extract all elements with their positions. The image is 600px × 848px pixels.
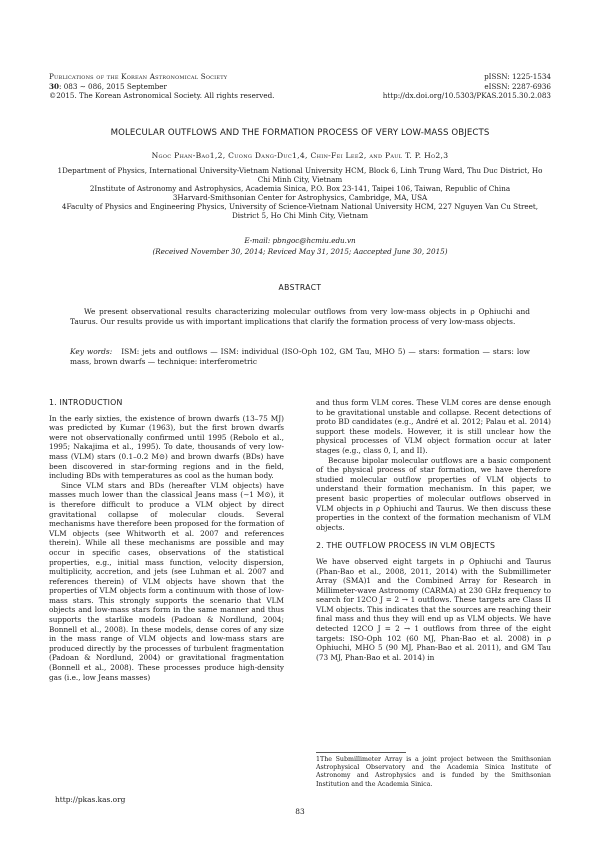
copyright: ©2015. The Korean Astronomical Society. All rights reserved. [49,91,275,101]
pissn: pISSN: 1225-1534 [484,72,551,81]
affiliation-3: 3Harvard-Smithsonian Center for Astrophysics, Cambridge, MA, USA [172,193,428,203]
intro-paragraph-1: In the early sixties, the existence of brown dwarfs (13–75 MJ) was predicted by Kumar (1963), but the first brown dwarfs were not observationally confirmed until 1995 (Rebolo et al., 1995; Nakajima et al., 1995). To date, thousands of very low-mass (VLM) stars (0.1–0.2 M⊙) and brown dwarfs (BDs) have been discovered in star-forming regions and in the field, including BDs with temperatures as cool as the human body. [49,413,284,481]
journal-name: Publications of the Korean Astronomical Society [49,72,228,81]
intro-paragraph-3: and thus form VLM cores. These VLM cores are dense enough to be gravitational unstable and collapse. Recent detections of proto BD candidates (e.g., André et al. 2012; Palau et al. 2014) support these models. However, it is still unclear how the physical processes of VLM object formation occur at later stages (e.g., class 0, I, and II). [316,398,551,455]
affiliation-1: 1Department of Physics, International University-Vietnam National University HCM, Block 6, Linh Trung Ward, Thu Duc District, Ho Chi Minh City, Vietnam [57,166,543,185]
affiliations [54,166,546,221]
section-2-heading: 2. THE OUTFLOW PROCESS IN VLM OBJECTS [316,541,496,551]
doi-link[interactable]: http://dx.doi.org/10.5303/PKAS.2015.30.2.083 [382,91,551,101]
page-number: 83 [295,807,305,816]
footnote-rule [316,752,406,753]
abstract-text: We present observational results characterizing molecular outflows from very low-mass objects in ρ Ophiuchi and Taurus. Our results provide us with important implications that clarify the formation process of very low-mass objects. [70,307,530,326]
footnote: 1The Submillimeter Array is a joint project between the Smithsonian Astrophysical Observatory and the Academia Sinica Institute of Astronomy and Astrophysics and is funded by the Smithsonian Institution and the Academia Sinica. [316,756,551,788]
keywords [70,347,530,367]
received-dates: (Received November 30, 2014; Reviced May 31, 2015; Aaccepted June 30, 2015) [152,247,448,256]
contact-email[interactable]: E-mail: pbngoc@hcmiu.edu.vn [244,236,356,245]
affiliation-4: 4Faculty of Physics and Engineering Physics, University of Science-Vietnam National University HCM, 227 Nguyen Van Cu Street, District 5, Ho Chi Minh City, Vietnam [61,202,539,221]
paper-title: MOLECULAR OUTFLOWS AND THE FORMATION PROCESS OF VERY LOW-MASS OBJECTS [110,128,490,138]
abstract-heading: ABSTRACT [278,283,322,292]
intro-paragraph-2: Since VLM stars and BDs (hereafter VLM objects) have masses much lower than the classical Jeans mass (∼1 M⊙), it is therefore difficult to produce a VLM object by direct gravitational collapse of molecular clouds. Several mechanisms have therefore been proposed for the formation of VLM objects (see Whitworth et al. 2007 and references therein). While all these mechanisms are possible and may occur in specific cases, observations of the statistical properties, e.g., initial mass function, velocity dispersion, multiplicity, accretion, and jets (see Luhman et al. 2007 and references therein) of VLM objects have shown that the properties of VLM objects form a continuum with those of low-mass stars. This strongly supports the scenario that VLM objects and low-mass stars form in the same manner and thus supports the starlike models (Padoan & Nordlund, 2004; Bonnell et al., 2008). In these models, dense cores of any size in the mass range of VLM objects and low-mass stars are produced directly by the processes of turbulent fragmentation (Padoan & Nordlund, 2004) or gravitational fragmentation (Bonnell et al., 2008). These processes produce high-density gas (i.e., low Jeans masses) [49,480,284,682]
author-list: Ngoc Phan-Bao1,2, Cuong Dang-Duc1,4, Chin-Fei Lee2, and Paul T. P. Ho2,3 [151,151,449,160]
section-1-heading: 1. INTRODUCTION [49,398,123,407]
page-range: : 083 ∼ 086, 2015 September [59,81,167,91]
journal-url[interactable]: http://pkas.kas.org [55,795,126,804]
intro-paragraph-4: Because bipolar molecular outflows are a basic component of the physical process of star formation, we have therefore studied molecular outflow properties of VLM objects to understand their formation mechanism. In this paper, we present basic properties of molecular outflows observed in VLM objects in ρ Ophiuchi and Taurus. We then discuss these properties in the context of the formation mechanism of VLM objects. [316,455,551,532]
keywords-text: ISM: jets and outflows — ISM: individual (ISO-Oph 102, GM Tau, MHO 5) — stars: formation — stars: low mass, brown dwarfs — technique: interferometric [70,347,530,366]
eissn: eISSN: 2287-6936 [484,81,551,91]
affiliation-2: 2Institute of Astronomy and Astrophysics, Academia Sinica, P.O. Box 23-141, Taipei 106, Taiwan, Republic of China [89,184,511,194]
volume-number: 30 [49,81,60,91]
outflow-paragraph-1: We have observed eight targets in ρ Ophiuchi and Taurus (Phan-Bao et al., 2008, 2011, 2014) with the Submillimeter Array (SMA)1 and the Combined Array for Research in Millimeter-wave Astronomy (CARMA) at 230 GHz frequency to search for 12CO J = 2 → 1 outflows. These targets are Class II VLM objects. This indicates that the sources are reaching their final mass and thus they will end up as VLM objects. We have detected 12CO J = 2 → 1 outflows from three of the eight targets: ISO-Oph 102 (60 MJ, Phan-Bao et al. 2008) in ρ Ophiuchi, MHO 5 (90 MJ, Phan-Bao et al. 2011), and GM Tau (73 MJ, Phan-Bao et al. 2014) in [316,556,551,662]
keywords-label: Key words: [70,347,113,356]
header-right [311,72,551,101]
right-column [316,398,551,662]
left-column [49,398,284,682]
